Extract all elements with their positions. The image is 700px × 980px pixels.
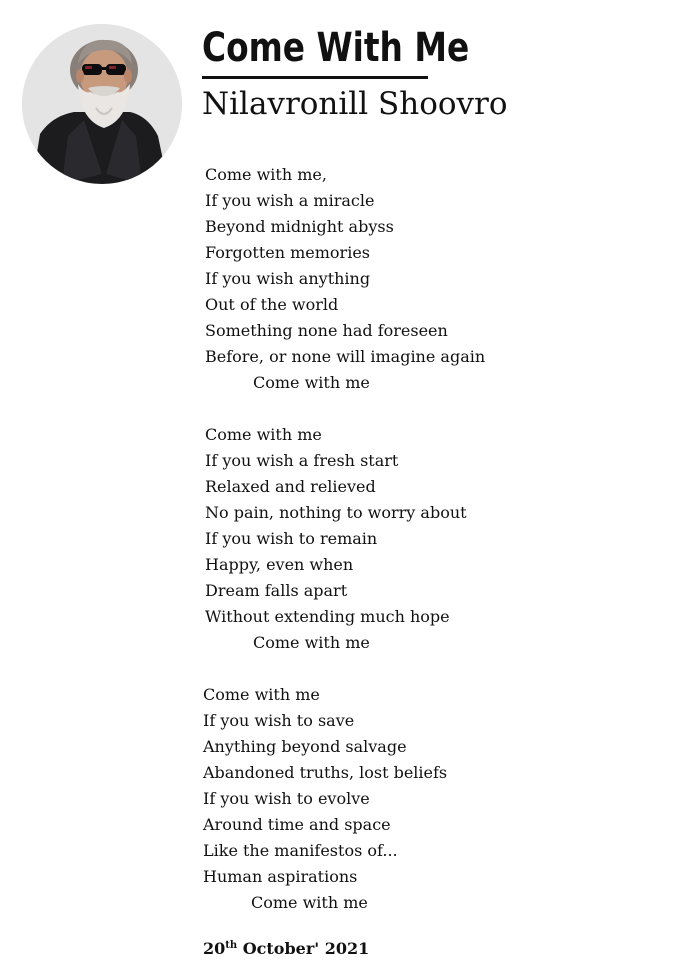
poem-line: Forgotten memories — [205, 243, 370, 262]
poem-line: Relaxed and relieved — [205, 477, 376, 496]
stanza-2 — [205, 422, 675, 656]
poem-refrain: Come with me — [251, 893, 368, 912]
poem-line: Something none had foreseen — [205, 321, 448, 340]
poem-line: If you wish to save — [203, 711, 355, 730]
poem-line: Anything beyond salvage — [203, 737, 407, 756]
poem-date — [203, 937, 369, 961]
author-photo — [22, 24, 182, 184]
poem-line: Dream falls apart — [205, 581, 348, 600]
poem-line: If you wish to remain — [205, 529, 378, 548]
poem-line: Like the manifestos of... — [203, 841, 398, 860]
stanza-1 — [205, 162, 675, 396]
poem-line: If you wish a miracle — [205, 191, 375, 210]
poem-body — [205, 162, 675, 942]
title-underline — [202, 76, 428, 79]
poem-line: Come with me — [205, 425, 322, 444]
poem-line: Beyond midnight abyss — [205, 217, 394, 236]
poem-line: If you wish anything — [205, 269, 371, 288]
poem-refrain: Come with me — [253, 373, 370, 392]
poem-line: Happy, even when — [205, 555, 354, 574]
poem-line: Human aspirations — [203, 867, 358, 886]
date-month-year: October' 2021 — [237, 939, 370, 958]
stanza-3 — [203, 682, 675, 916]
poem-line: Out of the world — [205, 295, 339, 314]
poem-line: Come with me, — [205, 165, 327, 184]
date-day: 20 — [203, 939, 226, 958]
author-portrait — [22, 24, 182, 184]
poem-line: Abandoned truths, lost beliefs — [203, 763, 448, 782]
author-name: Nilavronill Shoovro — [202, 86, 508, 122]
poem-line: Without extending much hope — [205, 607, 450, 626]
date-ordinal-suffix: th — [225, 940, 238, 951]
poem-line: Before, or none will imagine again — [205, 347, 486, 366]
poem-line: No pain, nothing to worry about — [205, 503, 467, 522]
poem-line: If you wish to evolve — [203, 789, 370, 808]
poem-title: Come With Me — [202, 25, 470, 71]
poem-line: If you wish a fresh start — [205, 451, 399, 470]
poem-line: Around time and space — [203, 815, 391, 834]
poem-line: Come with me — [203, 685, 320, 704]
poem-refrain: Come with me — [253, 633, 370, 652]
